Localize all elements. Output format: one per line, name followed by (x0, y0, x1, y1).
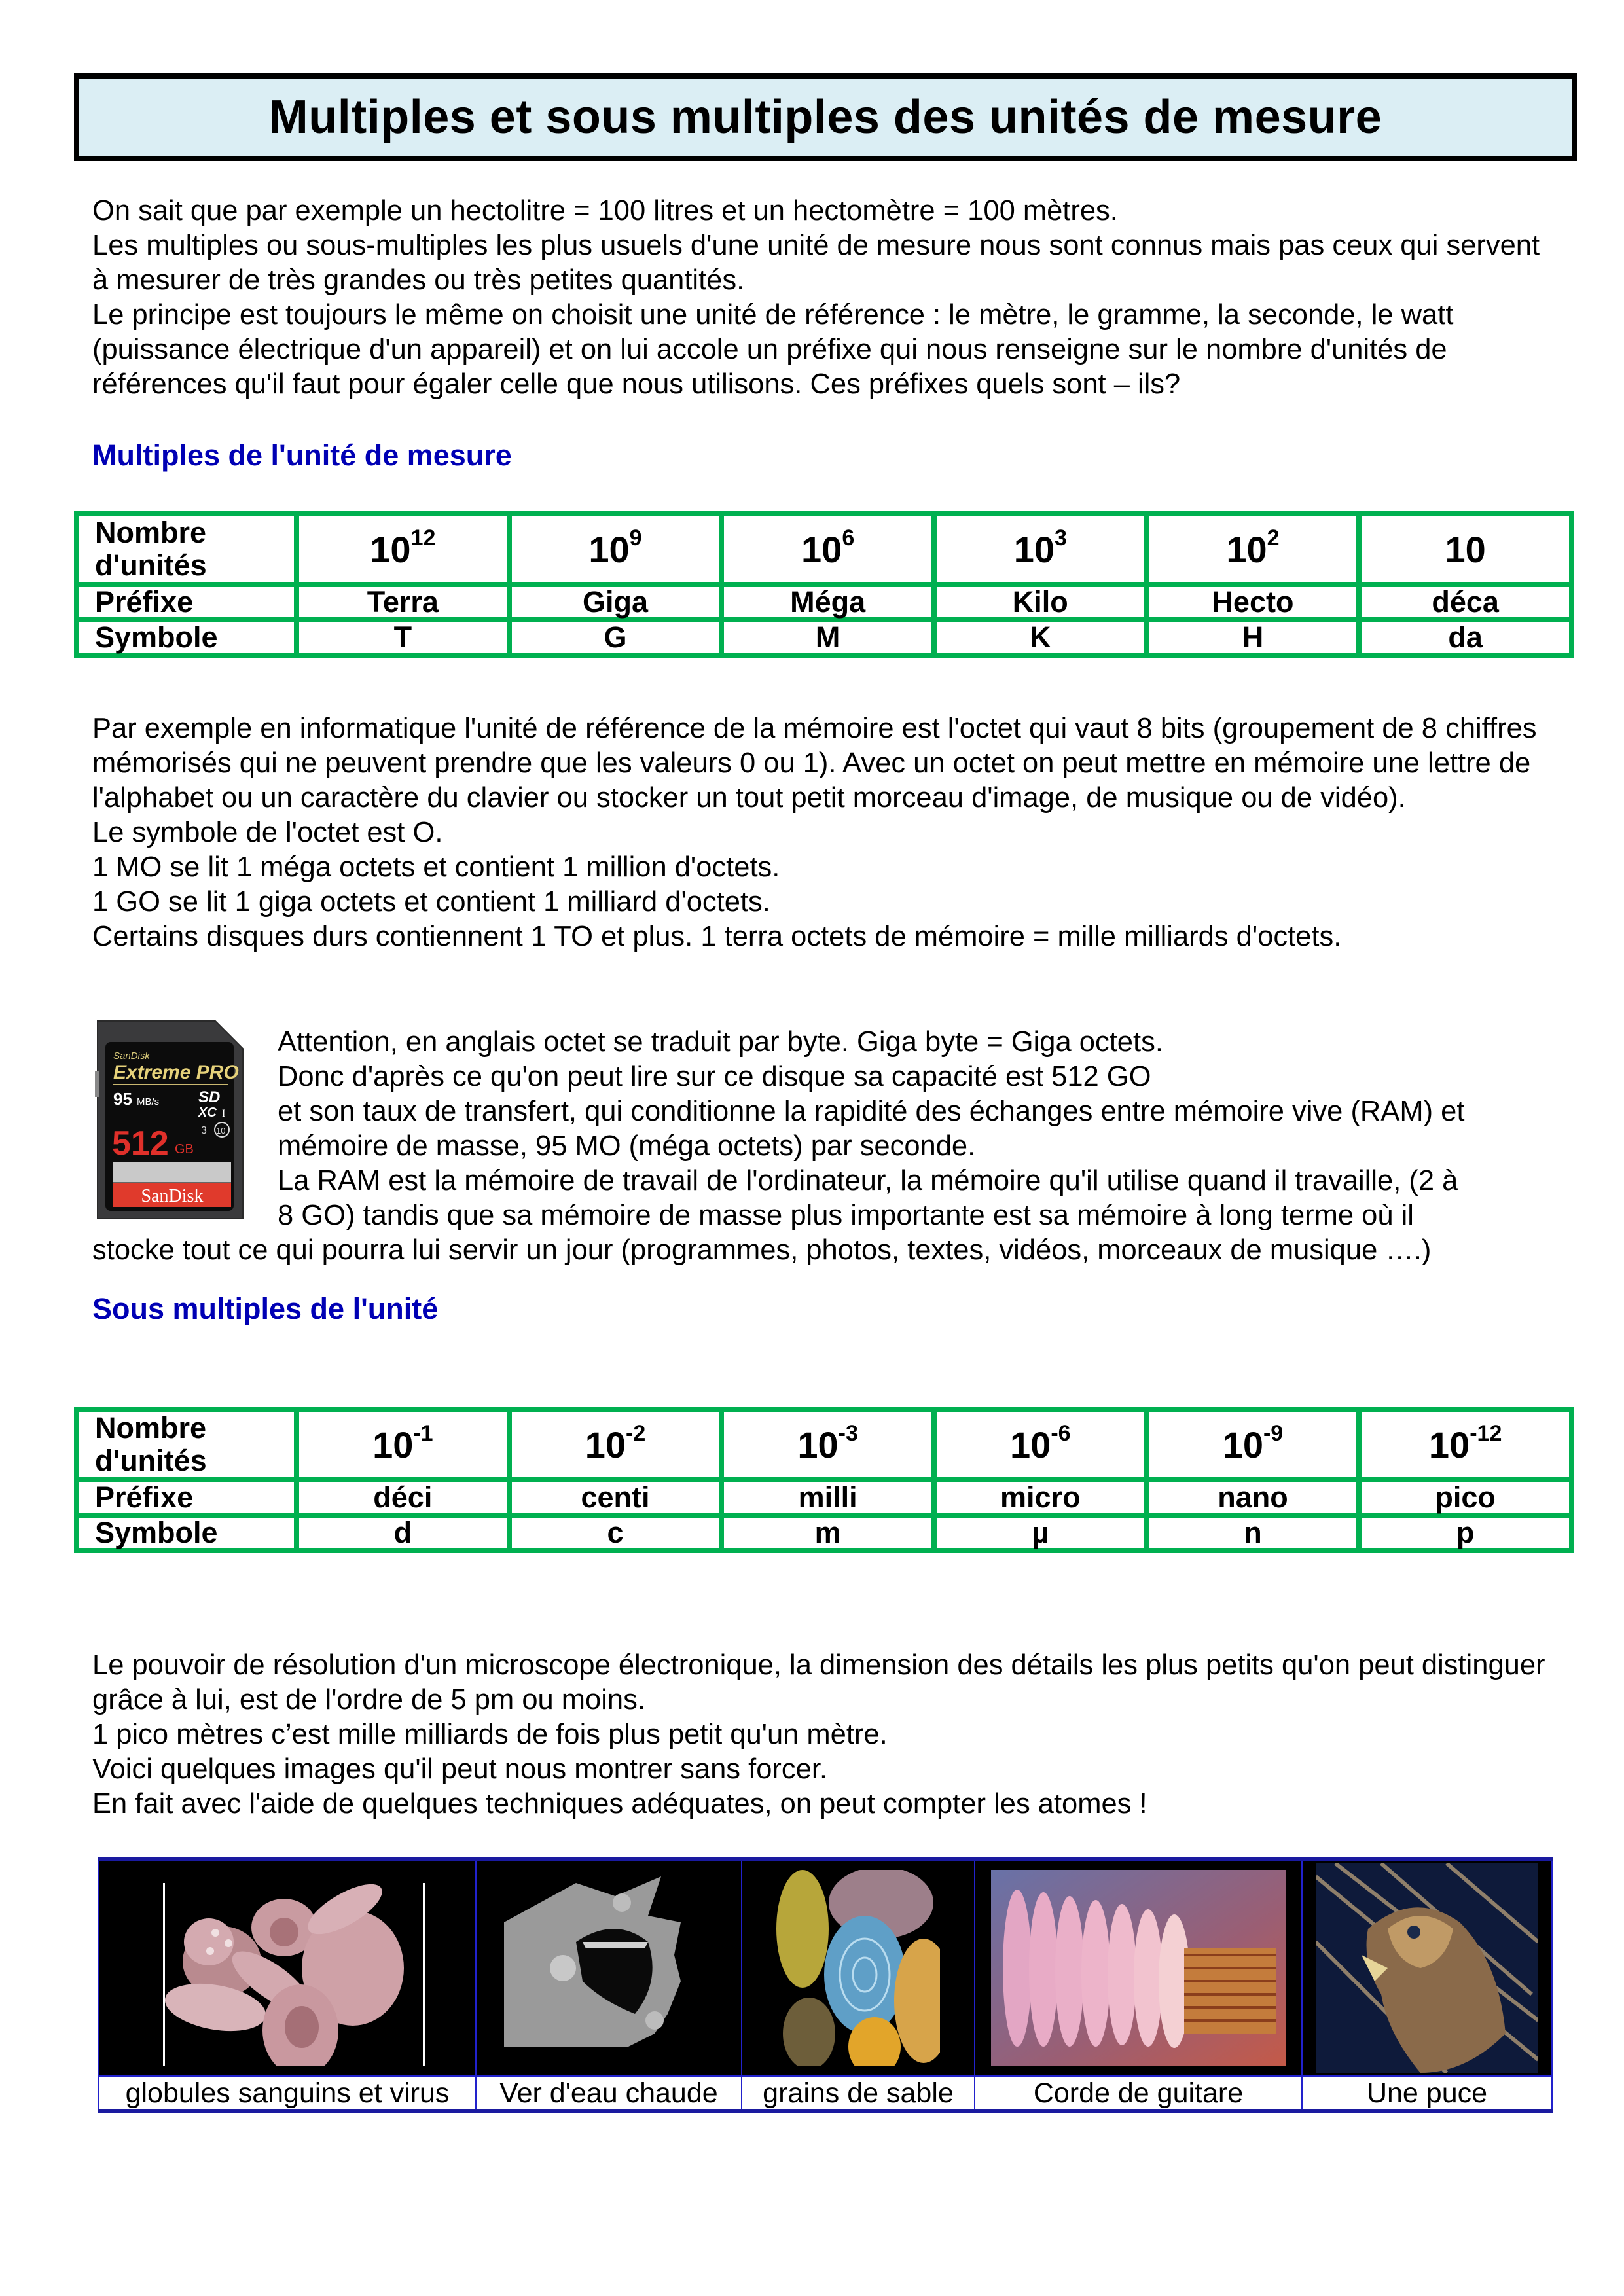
exponent: -9 (1263, 1420, 1284, 1446)
power-cell (721, 514, 934, 584)
info-line: Le symbole de l'octet est O. (92, 817, 443, 848)
gallery-caption: globules sanguins et virus (99, 2076, 476, 2111)
row-label-symbol: Symbole (77, 1515, 297, 1551)
base: 10 (1010, 1424, 1051, 1465)
sd-line: La RAM est la mémoire de travail de l'ordinateur, la mémoire qu'il utilise quand il travaille, (2 à (278, 1165, 1458, 1196)
sd-text (92, 1025, 1559, 1268)
symbol-cell: m (721, 1515, 934, 1551)
exponent: 3 (1054, 525, 1067, 550)
microscope-line: 1 pico mètres c’est mille milliards de fois plus petit qu'un mètre. (92, 1719, 888, 1750)
power-cell (1147, 1409, 1360, 1480)
base: 10 (585, 1424, 626, 1465)
sd-roman: I (222, 1108, 226, 1119)
exponent: 9 (629, 525, 642, 550)
gallery-caption: Corde de guitare (975, 2076, 1302, 2111)
symbol-cell: T (297, 620, 509, 655)
prefix-cell: pico (1359, 1480, 1572, 1515)
exponent: -6 (1051, 1420, 1071, 1446)
multiples-heading: Multiples de l'unité de mesure (92, 439, 512, 472)
symbol-cell: c (509, 1515, 722, 1551)
symbol-cell: G (509, 620, 722, 655)
gallery-caption: Une puce (1302, 2076, 1552, 2111)
prefix-cell: Kilo (934, 584, 1147, 620)
gallery-image-cell (1302, 1859, 1552, 2077)
base: 10 (370, 528, 411, 570)
exponent: 2 (1267, 525, 1280, 550)
power-cell (509, 1409, 722, 1480)
exponent: -3 (838, 1420, 858, 1446)
sd-line: Attention, en anglais octet se traduit par byte. Giga byte = Giga octets. (278, 1026, 1163, 1058)
submultiples-table (74, 1407, 1574, 1553)
guitar-string-image (991, 1870, 1286, 2066)
sd-line: Donc d'après ce qu'on peut lire sur ce disque sa capacité est 512 GO (278, 1061, 1151, 1092)
info-line: Par exemple en informatique l'unité de référence de la mémoire est l'octet qui vaut 8 bits (groupement de 8 chiffres mémorisés qui ne peuvent prendre que les valeurs 0 ou 1). Avec un octet on peut mettre en mémoire une lettre de l'alphabet ou un caractère du clavier ou stocker un tout petit morceau d'image, de musique ou de vidéo). (92, 713, 1537, 814)
base: 10 (797, 1424, 839, 1465)
row-label-count: Nombre d'unités (77, 1409, 297, 1480)
exponent: -1 (413, 1420, 433, 1446)
microscope-line: Le pouvoir de résolution d'un microscope électronique, la dimension des détails les plus petits qu'on peut distinguer grâce à lui, est de l'ordre de 5 pm ou moins. (92, 1649, 1545, 1715)
info-line: 1 MO se lit 1 méga octets et contient 1 million d'octets. (92, 852, 780, 883)
multiples-table (74, 511, 1574, 658)
sd-logo: SD (198, 1088, 221, 1106)
informatique-text (92, 711, 1559, 954)
sd-line: stocke tout ce qui pourra lui servir un jour (programmes, photos, textes, vidéos, morceaux de musique ….) (92, 1234, 1432, 1266)
submultiples-heading: Sous multiples de l'unité (92, 1292, 439, 1325)
power-cell (721, 1409, 934, 1480)
sd-speed: 95 (113, 1089, 132, 1109)
intro-line: Le principe est toujours le même on choisit une unité de référence : le mètre, le gramme, la seconde, le watt (puissance électrique d'un appareil) et on lui accole un préfixe qui nous renseigne sur le nombre d'unités de références qu'il faut pour égaler celle que nous utilisons. Ces préfixes quels sont – ils? (92, 299, 1454, 400)
row-label-prefix: Préfixe (77, 1480, 297, 1515)
sd-capacity-unit: GB (175, 1142, 194, 1157)
row-label-count: Nombre d'unités (77, 514, 297, 584)
row-label-prefix: Préfixe (77, 584, 297, 620)
prefix-cell: nano (1147, 1480, 1360, 1515)
gallery-image-cell (476, 1859, 742, 2077)
symbol-cell: p (1359, 1515, 1572, 1551)
flea-image (1316, 1863, 1538, 2073)
sd-xc: XC (198, 1105, 217, 1120)
gallery-image-cell (99, 1859, 476, 2077)
base: 10 (1226, 528, 1267, 570)
intro-text (92, 194, 1559, 402)
prefix-cell: déca (1359, 584, 1572, 620)
sd-capacity: 512 (112, 1124, 169, 1162)
page-title: Multiples et sous multiples des unités de mesure (268, 91, 1382, 143)
prefix-cell: Méga (721, 584, 934, 620)
prefix-cell: milli (721, 1480, 934, 1515)
power-cell (297, 1409, 509, 1480)
prefix-cell: déci (297, 1480, 509, 1515)
power-cell (934, 514, 1147, 584)
gallery-caption: Ver d'eau chaude (476, 2076, 742, 2111)
intro-line: On sait que par exemple un hectolitre = 100 litres et un hectomètre = 100 mètres. (92, 195, 1118, 226)
base: 10 (588, 528, 630, 570)
symbol-cell: d (297, 1515, 509, 1551)
prefix-cell: micro (934, 1480, 1147, 1515)
base: 10 (1013, 528, 1055, 570)
prefix-cell: Terra (297, 584, 509, 620)
blood-cells-image (137, 1870, 438, 2066)
power-cell (1359, 1409, 1572, 1480)
microscope-text (92, 1648, 1559, 1821)
intro-line: Les multiples ou sous-multiples les plus usuels d'une unité de mesure nous sont connus mais pas ceux qui servent à mesurer de très grandes ou très petites quantités. (92, 230, 1540, 296)
base: 10 (1428, 1424, 1470, 1465)
microscope-gallery (98, 1857, 1553, 2113)
sd-line: mémoire de masse, 95 MO (méga octets) par seconde. (278, 1130, 976, 1162)
sd-class: 10 (216, 1126, 226, 1136)
base: 10 (801, 528, 842, 570)
title-box (74, 73, 1577, 161)
worm-image (484, 1870, 733, 2066)
symbol-cell: M (721, 620, 934, 655)
sd-u3: 3 (201, 1125, 207, 1136)
sand-grains-image (776, 1870, 940, 2066)
symbol-cell: K (934, 620, 1147, 655)
prefix-cell: Hecto (1147, 584, 1360, 620)
power-cell (1359, 514, 1572, 584)
base: 10 (372, 1424, 414, 1465)
sd-brand-small: SanDisk (113, 1050, 150, 1062)
info-line: 1 GO se lit 1 giga octets et contient 1 milliard d'octets. (92, 886, 770, 918)
sd-brand-footer: SanDisk (141, 1186, 204, 1206)
sd-speed-unit: MB/s (137, 1096, 160, 1107)
microscope-line: Voici quelques images qu'il peut nous montrer sans forcer. (92, 1753, 828, 1785)
sd-line: 8 GO) tandis que sa mémoire de masse plus importante est sa mémoire à long terme où il (278, 1200, 1414, 1231)
symbol-cell: n (1147, 1515, 1360, 1551)
base: 10 (1222, 1424, 1263, 1465)
symbol-cell: H (1147, 620, 1360, 655)
symbol-cell: µ (934, 1515, 1147, 1551)
exponent: -2 (626, 1420, 646, 1446)
prefix-cell: centi (509, 1480, 722, 1515)
prefix-cell: Giga (509, 584, 722, 620)
exponent: -12 (1470, 1420, 1502, 1446)
gallery-caption: grains de sable (742, 2076, 975, 2111)
gallery-image-cell (742, 1859, 975, 2077)
exponent: 6 (842, 525, 855, 550)
power-cell (1147, 514, 1360, 584)
microscope-line: En fait avec l'aide de quelques techniques adéquates, on peut compter les atomes ! (92, 1788, 1147, 1820)
power-cell (297, 514, 509, 584)
power-cell (934, 1409, 1147, 1480)
symbol-cell: da (1359, 620, 1572, 655)
gallery-image-cell (975, 1859, 1302, 2077)
sd-line-name: Extreme PRO (113, 1062, 239, 1083)
info-line: Certains disques durs contiennent 1 TO et plus. 1 terra octets de mémoire = mille milliards d'octets. (92, 921, 1342, 952)
power-cell (509, 514, 722, 584)
sd-line: et son taux de transfert, qui conditionne la rapidité des échanges entre mémoire vive (RAM) et (278, 1096, 1465, 1127)
base: 10 (1445, 528, 1486, 570)
row-label-symbol: Symbole (77, 620, 297, 655)
exponent: 12 (410, 525, 436, 550)
